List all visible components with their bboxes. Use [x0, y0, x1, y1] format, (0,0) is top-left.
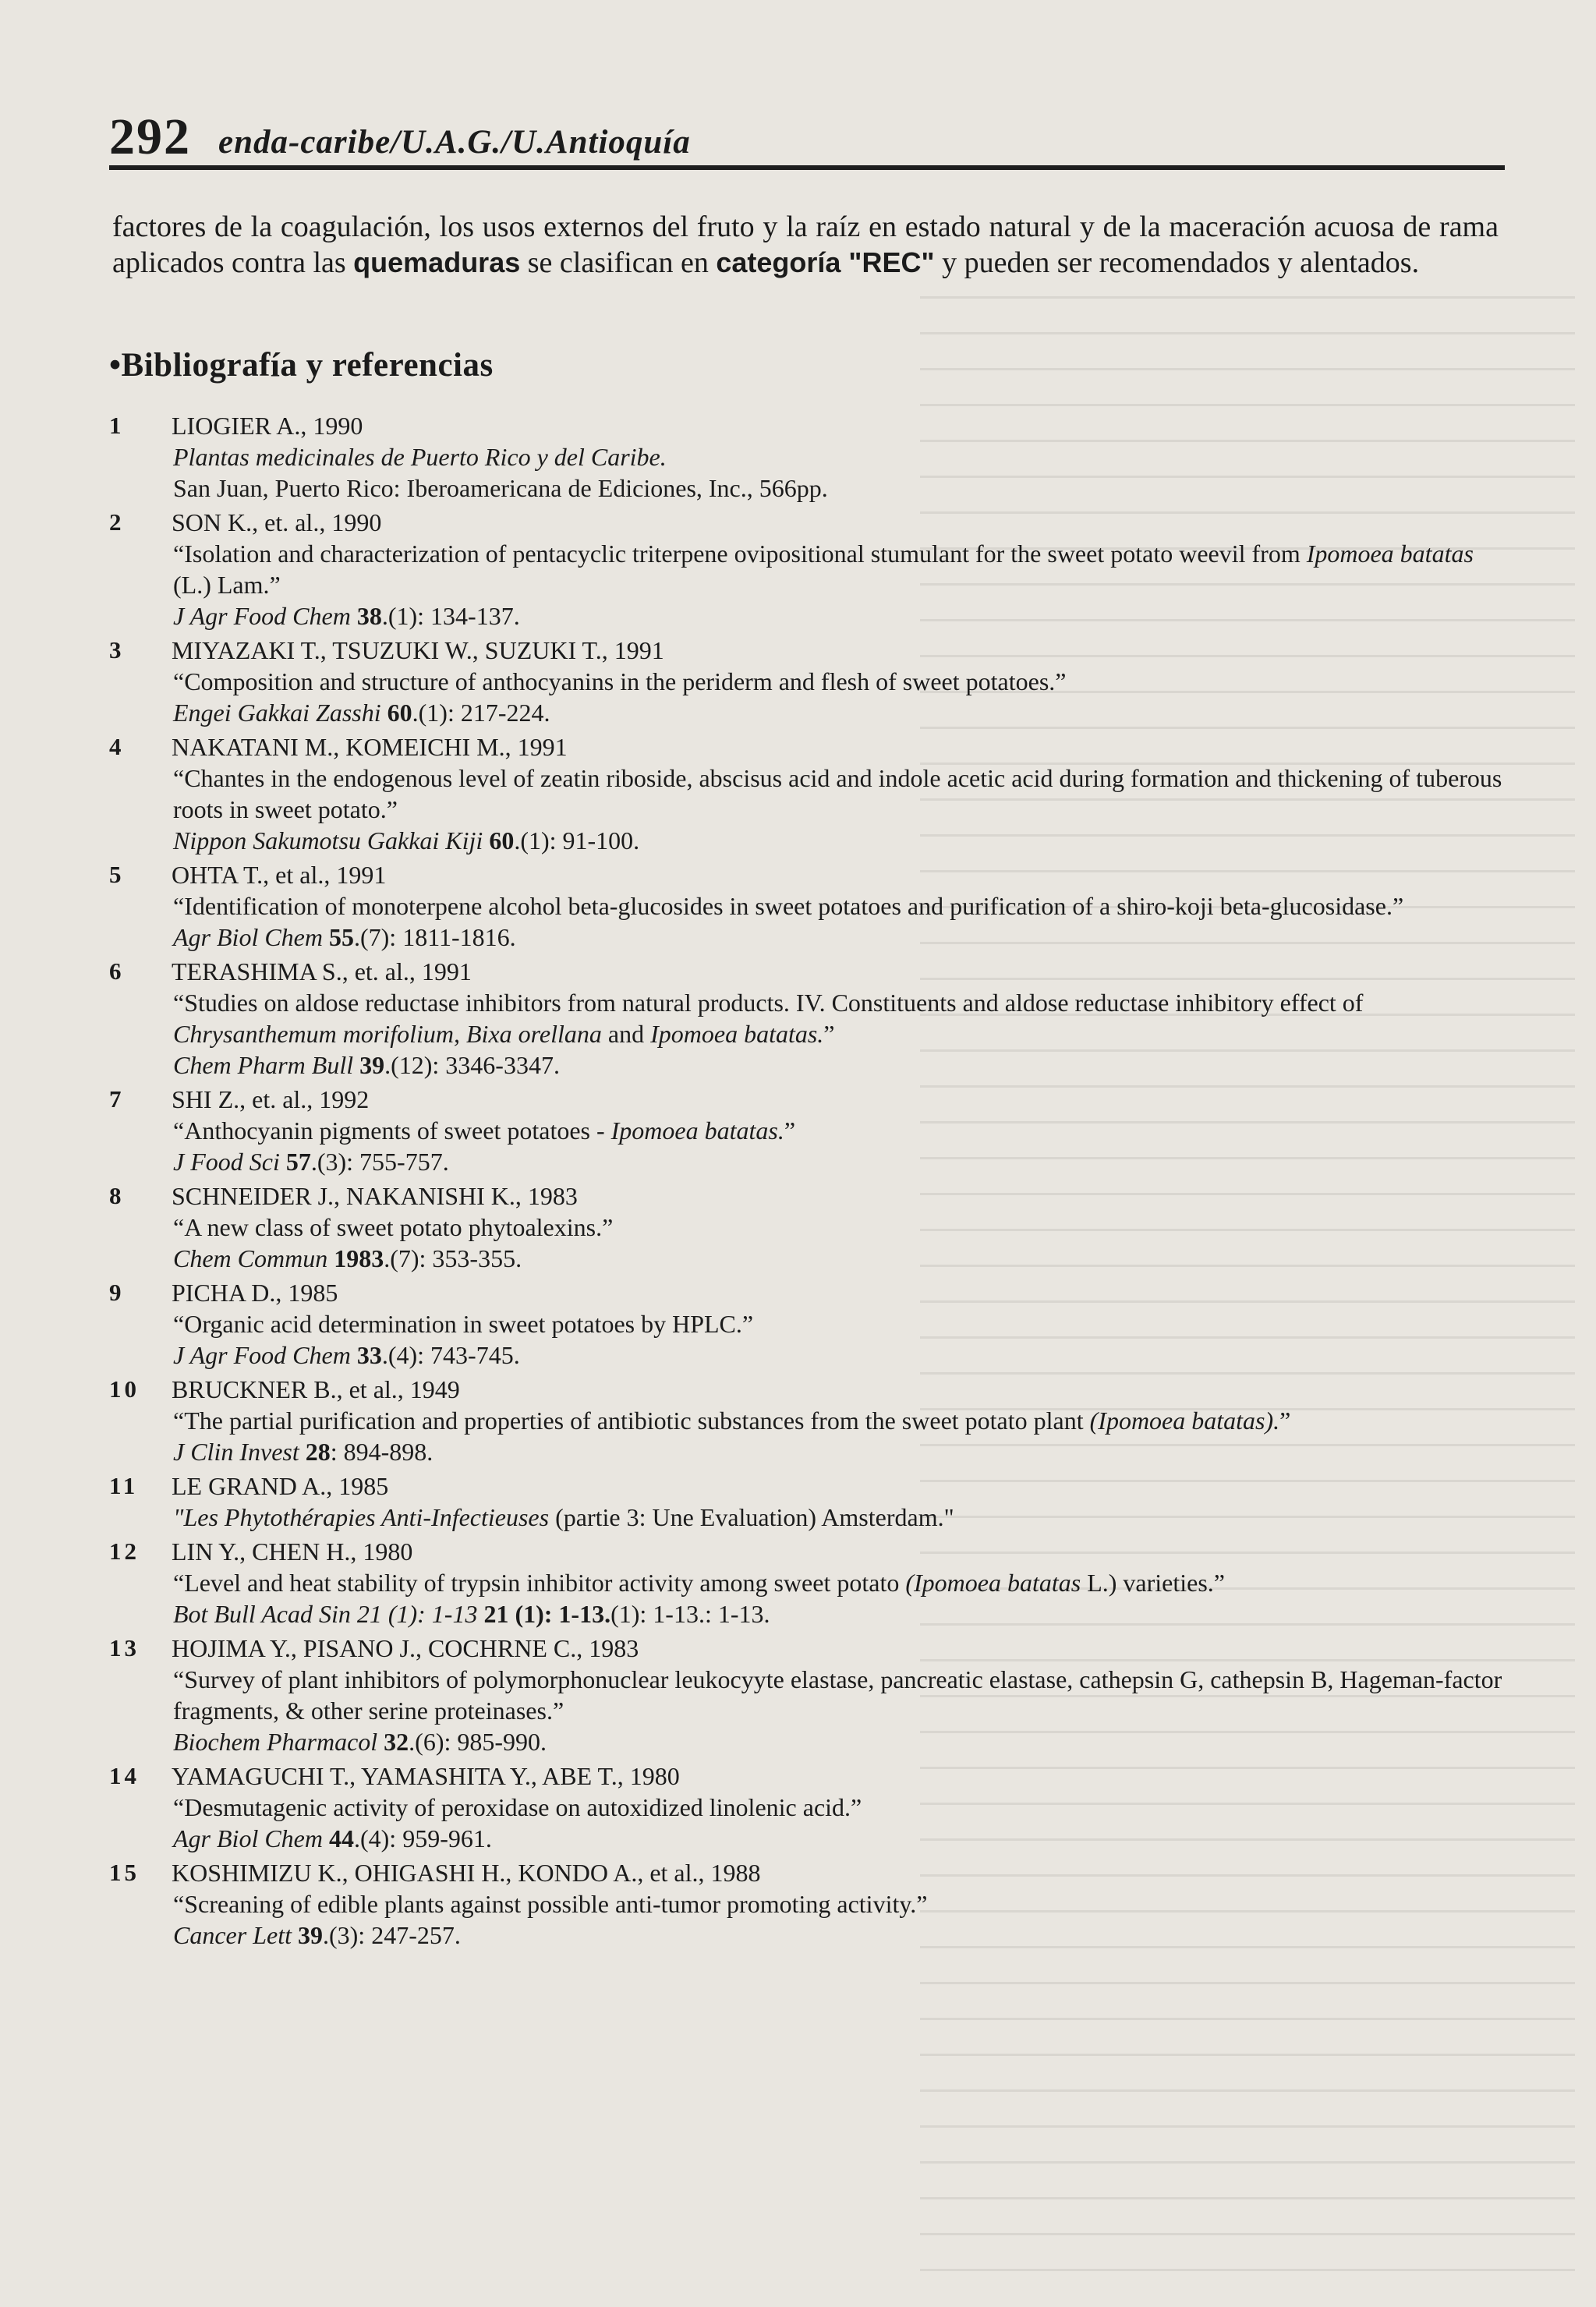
reference-item [109, 1760, 1505, 1854]
journal-volume: 60 [489, 826, 515, 855]
journal-volume: 21 [483, 1600, 509, 1628]
reference-number: 3 [109, 636, 125, 663]
journal-pages: .(3): 247-257. [322, 1921, 461, 1949]
reference-journal [172, 922, 1505, 953]
page-header [109, 100, 1505, 175]
reference-author: TERASHIMA S., et. al., 1991 [172, 957, 472, 985]
reference-number: 4 [109, 733, 125, 760]
title-book: "Les Phytothérapies Anti-Infectieuses [173, 1503, 550, 1531]
reference-journal [172, 1049, 1505, 1081]
reference-author: LIN Y., CHEN H., 1980 [172, 1537, 413, 1566]
reference-author: SHI Z., et. al., 1992 [172, 1085, 370, 1113]
reference-title: “A new class of sweet potato phytoalexins.” [173, 1213, 614, 1241]
reference-item [109, 859, 1505, 953]
reference-author: BRUCKNER B., et al., 1949 [172, 1375, 460, 1403]
intro-bold-category: categoría "REC" [716, 246, 935, 278]
journal-pages: .(1): 91-100. [514, 826, 640, 855]
reference-number: 7 [109, 1085, 125, 1113]
reference-item [109, 1084, 1505, 1177]
page-number: 292 [109, 108, 191, 165]
reference-number: 1 [109, 412, 125, 439]
reference-title: “Composition and structure of anthocyanins in the periderm and flesh of sweet potatoes.” [173, 667, 1067, 695]
reference-journal [172, 825, 1505, 856]
journal-volume: 39 [359, 1051, 385, 1079]
reference-title: “Survey of plant inhibitors of polymorphonuclear leukocyyte elastase, pancreatic elastase, cathepsin G, cathepsin B, Hageman-factor fragments, & other serine proteinases.” [173, 1665, 1502, 1725]
intro-text: factores de la coagulación, los usos externos del fruto y la raíz en estado natural y de la maceración acuosa de rama aplicados contra las [112, 211, 1499, 279]
reference-journal [172, 1146, 1505, 1177]
reference-author: MIYAZAKI T., TSUZUKI W., SUZUKI T., 1991 [172, 636, 664, 664]
reference-journal [172, 1339, 1505, 1371]
journal-pages: (1): 1-13.: 1-13. [610, 1600, 770, 1628]
reference-title [172, 1567, 1505, 1598]
reference-item [109, 1374, 1505, 1467]
title-species: Ipomoea batatas [1306, 540, 1474, 568]
journal-name: Biochem Pharmacol [173, 1728, 378, 1756]
reference-item [109, 1470, 1505, 1533]
reference-title: “Screaning of edible plants against possible anti-tumor promoting activity.” [173, 1890, 928, 1918]
reference-author: NAKATANI M., KOMEICHI M., 1991 [172, 733, 568, 761]
reference-title: “Chantes in the endogenous level of zeatin riboside, abscisus acid and indole acetic acid during formation and thickening of tuberous roots in sweet potato.” [173, 764, 1502, 823]
intro-paragraph [112, 209, 1499, 281]
journal-volume: 1983 [334, 1244, 384, 1272]
title-text: “Anthocyanin pigments of sweet potatoes - [173, 1116, 611, 1145]
reference-author: SCHNEIDER J., NAKANISHI K., 1983 [172, 1182, 578, 1210]
reference-list [109, 410, 1505, 1954]
title-text: ” [784, 1116, 796, 1145]
journal-volume: 60 [387, 699, 412, 727]
title-text: “The partial purification and properties of antibiotic substances from the sweet potato plant [173, 1406, 1090, 1435]
journal-name: J Food Sci [173, 1148, 280, 1176]
journal-name: Engei Gakkai Zasshi [173, 699, 381, 727]
reference-title: Plantas medicinales de Puerto Rico y del Caribe. [173, 443, 667, 471]
journal-pages: : 894-898. [330, 1438, 434, 1466]
reference-item [109, 1633, 1505, 1757]
reference-title [172, 1405, 1505, 1436]
journal-pages: .(1): 134-137. [381, 602, 520, 630]
title-text: “Level and heat stability of trypsin inhibitor activity among sweet potato [173, 1569, 906, 1597]
title-text: “Isolation and characterization of pentacyclic triterpene ovipositional stumulant for the sweet potato weevil from [173, 540, 1307, 568]
reference-journal [172, 1436, 1505, 1467]
reference-item [109, 1180, 1505, 1274]
journal-volume: 44 [328, 1824, 354, 1852]
journal-pages: .(4): 743-745. [381, 1341, 520, 1369]
reference-journal [172, 697, 1505, 728]
reference-journal [172, 1243, 1505, 1274]
journal-volume: 39 [297, 1921, 323, 1949]
title-text: (partie 3: Une Evaluation) Amsterdam." [549, 1503, 954, 1531]
reference-number: 2 [109, 508, 125, 536]
reference-journal [172, 1598, 1505, 1629]
journal-name: Agr Biol Chem [173, 1824, 323, 1852]
journal-pages: .(6): 985-990. [409, 1728, 547, 1756]
journal-volume: 28 [305, 1438, 331, 1466]
journal-name: Chem Commun [173, 1244, 328, 1272]
reference-item [109, 635, 1505, 728]
journal-issue: (1): [515, 1600, 553, 1628]
reference-number: 12 [109, 1537, 140, 1565]
reference-number: 13 [109, 1634, 140, 1661]
reference-author: HOJIMA Y., PISANO J., COCHRNE C., 1983 [172, 1634, 639, 1662]
reference-title: “Identification of monoterpene alcohol beta-glucosides in sweet potatoes and purification of a shiro-koji beta-glucosidase.” [173, 892, 1404, 920]
journal-bold-pages: 1-13. [558, 1600, 611, 1628]
reference-item [109, 1277, 1505, 1371]
journal-pages: .(7): 353-355. [384, 1244, 522, 1272]
journal-volume: 33 [356, 1341, 382, 1369]
reference-author: LE GRAND A., 1985 [172, 1472, 389, 1500]
journal-name: Cancer Lett [173, 1921, 292, 1949]
journal-name: Nippon Sakumotsu Gakkai Kiji [173, 826, 483, 855]
reference-publisher: San Juan, Puerto Rico: Iberoamericana de Ediciones, Inc., 566pp. [173, 474, 828, 502]
journal-name: J Agr Food Chem [173, 1341, 351, 1369]
title-species: Ipomoea batatas. [650, 1020, 824, 1048]
journal-name: Chem Pharm Bull [173, 1051, 354, 1079]
running-head: enda-caribe/U.A.G./U.Antioquía [218, 124, 691, 161]
reference-number: 6 [109, 957, 125, 985]
journal-pages: .(3): 755-757. [310, 1148, 449, 1176]
journal-pages: .(12): 3346-3347. [384, 1051, 560, 1079]
reference-item [109, 507, 1505, 632]
reference-number: 14 [109, 1762, 140, 1789]
reference-author: LIOGIER A., 1990 [172, 412, 363, 440]
reference-number: 8 [109, 1182, 125, 1209]
reference-author: YAMAGUCHI T., YAMASHITA Y., ABE T., 1980 [172, 1762, 680, 1790]
reference-journal [172, 1823, 1505, 1854]
reference-item [109, 1536, 1505, 1629]
section-heading: •Bibliografía y referencias [109, 347, 494, 384]
title-species: Chrysanthemum morifolium, Bixa orellana [173, 1020, 602, 1048]
reference-journal [172, 1920, 1505, 1951]
journal-volume: 38 [356, 602, 382, 630]
journal-name: Bot Bull Acad Sin 21 (1): 1-13 [173, 1600, 478, 1628]
reference-author: PICHA D., 1985 [172, 1279, 338, 1307]
journal-volume: 57 [285, 1148, 311, 1176]
reference-title [172, 1115, 1505, 1146]
title-text: “Studies on aldose reductase inhibitors from natural products. IV. Constituents and aldose reductase inhibitory effect of [173, 989, 1364, 1017]
intro-bold-term: quemaduras [353, 246, 521, 278]
reference-author: SON K., et. al., 1990 [172, 508, 382, 536]
header-rule [109, 165, 1505, 170]
reference-title: “Desmutagenic activity of peroxidase on autoxidized linolenic acid.” [173, 1793, 862, 1821]
reference-number: 9 [109, 1279, 125, 1306]
reference-number: 15 [109, 1859, 140, 1886]
title-text: L.) varieties.” [1081, 1569, 1225, 1597]
reference-number: 11 [109, 1472, 139, 1499]
reference-item [109, 410, 1505, 504]
journal-pages: .(1): 217-224. [412, 699, 550, 727]
title-species: (Ipomoea batatas [905, 1569, 1081, 1597]
title-text: ” [1279, 1406, 1291, 1435]
title-text: ” [823, 1020, 835, 1048]
journal-volume: 32 [384, 1728, 409, 1756]
reference-item [109, 1857, 1505, 1951]
reference-number: 10 [109, 1375, 140, 1403]
reference-number: 5 [109, 861, 125, 888]
reference-item [109, 731, 1505, 856]
reference-author: OHTA T., et al., 1991 [172, 861, 387, 889]
title-species: (Ipomoea batatas). [1089, 1406, 1280, 1435]
intro-text: y pueden ser recomendados y alentados. [934, 246, 1420, 279]
reference-title [172, 538, 1505, 600]
reference-title: “Organic acid determination in sweet potatoes by HPLC.” [173, 1310, 754, 1338]
reference-title [172, 987, 1505, 1049]
intro-text: se clasifican en [520, 246, 717, 279]
reference-item [109, 956, 1505, 1081]
journal-name: J Agr Food Chem [173, 602, 351, 630]
reference-journal [172, 600, 1505, 632]
title-text: (L.) Lam.” [173, 571, 281, 599]
reference-title [172, 1502, 1505, 1533]
reference-journal [172, 1726, 1505, 1757]
title-species: Ipomoea batatas. [610, 1116, 784, 1145]
journal-name: J Clin Invest [173, 1438, 299, 1466]
journal-volume: 55 [328, 923, 354, 951]
reference-author: KOSHIMIZU K., OHIGASHI H., KONDO A., et al., 1988 [172, 1859, 761, 1887]
journal-name: Agr Biol Chem [173, 923, 323, 951]
journal-pages: .(7): 1811-1816. [353, 923, 516, 951]
title-text: and [601, 1020, 651, 1048]
journal-pages: .(4): 959-961. [353, 1824, 492, 1852]
